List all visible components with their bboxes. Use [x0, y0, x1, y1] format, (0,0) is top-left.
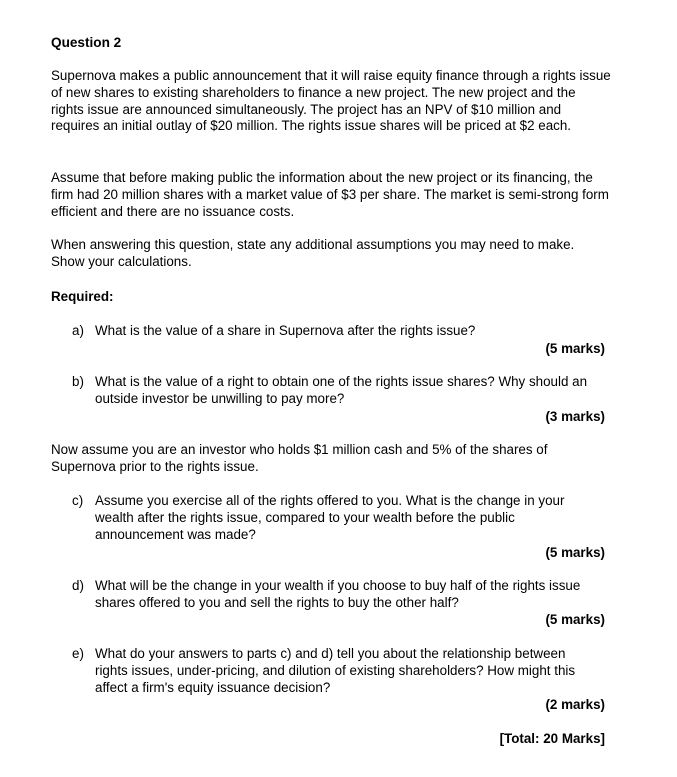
marks-d: (5 marks) [545, 612, 605, 627]
question-letter: c) [72, 493, 84, 508]
marks-a: (5 marks) [545, 341, 605, 356]
question-text: What will be the change in your wealth if you choose to buy half of the rights issue shares offered to you and sell the rights to buy the other half? [95, 578, 581, 610]
marks-e: (2 marks) [545, 697, 605, 712]
question-c [72, 493, 592, 543]
marks-b: (3 marks) [545, 409, 605, 424]
question-b [72, 374, 592, 408]
instructions-paragraph: When answering this question, state any additional assumptions you may need to make. Show your calculations. [51, 237, 575, 269]
question-letter: b) [72, 374, 84, 389]
marks-c: (5 marks) [545, 545, 605, 560]
question-letter: a) [72, 323, 84, 338]
intro-paragraph: Supernova makes a public announcement that it will raise equity finance through a rights issue of new shares to existing shareholders to finance a new project. The new project and the rights issue are announced simultaneously. The project has an NPV of $10 million and requires an initial outlay of $20 million. The rights issue shares will be priced at $2 each. [51, 68, 611, 134]
question-letter: d) [72, 578, 84, 593]
question-text: What is the value of a right to obtain one of the rights issue shares? Why should an outside investor be unwilling to pay more? [95, 374, 588, 406]
question-e [72, 646, 592, 696]
total-marks: [Total: 20 Marks] [499, 731, 605, 746]
question-text: What is the value of a share in Supernova after the rights issue? [95, 323, 476, 338]
question-a [72, 323, 592, 340]
investor-paragraph: Now assume you are an investor who holds $1 million cash and 5% of the shares of Supernova prior to the rights issue. [51, 442, 548, 474]
question-d [72, 578, 592, 612]
question-text: What do your answers to parts c) and d) tell you about the relationship between rights issues, under-pricing, and dilution of existing shareholders? How might this affect a firm's equity issuance decision? [95, 646, 576, 695]
question-text: Assume you exercise all of the rights offered to you. What is the change in your wealth after the rights issue, compared to your wealth before the public announcement was made? [95, 493, 565, 542]
required-label: Required: [51, 289, 114, 304]
question-letter: e) [72, 646, 84, 661]
assumptions-paragraph: Assume that before making public the information about the new project or its financing, the firm had 20 million shares with a market value of $3 per share. The market is semi-strong form efficient and there are no issuance costs. [51, 170, 609, 219]
question-title: Question 2 [51, 35, 122, 50]
